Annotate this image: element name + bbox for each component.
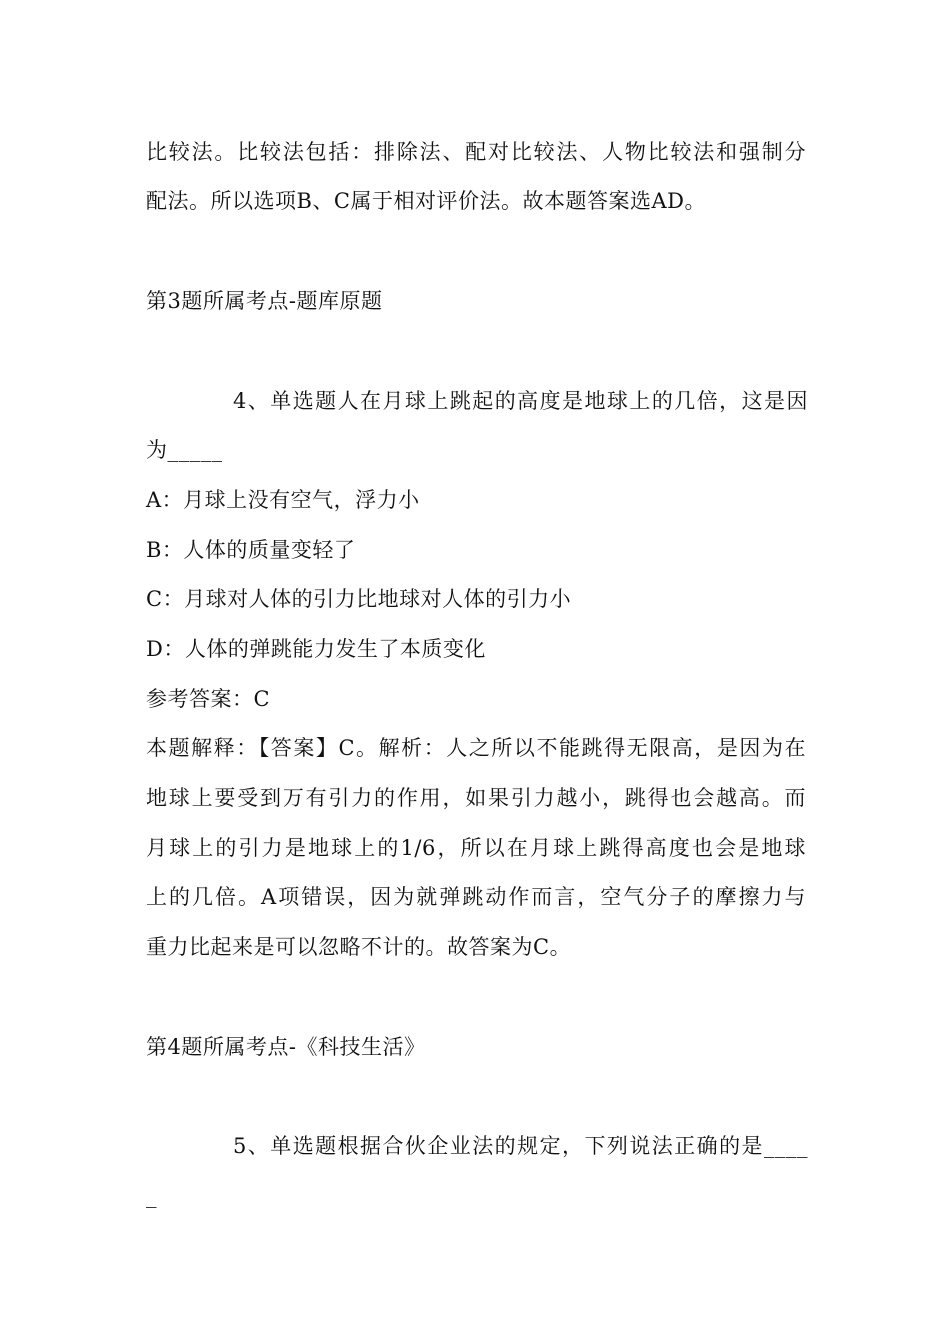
prev-explanation-line-1: 比较法。比较法包括：排除法、配对比较法、人物比较法和强制分 — [146, 140, 806, 164]
question-4-knowledge-point: 第4题所属考点-《科技生活》 — [146, 1035, 426, 1059]
question-4-explanation-line-1: 本题解释：【答案】C。解析：人之所以不能跳得无限高，是因为在 — [146, 736, 806, 760]
question-4-explanation-line-4: 上的几倍。A项错误，因为就弹跳动作而言，空气分子的摩擦力与 — [146, 885, 806, 909]
question-5-stem-line-1: 5、单选题根据合伙企业法的规定，下列说法正确的是____ — [233, 1134, 808, 1158]
question-4-option-a: A：月球上没有空气，浮力小 — [146, 488, 420, 512]
prev-explanation-line-2: 配法。所以选项B、C属于相对评价法。故本题答案选AD。 — [146, 189, 707, 213]
question-5-stem-line-2: _ — [146, 1184, 157, 1208]
question-4-option-d: D：人体的弹跳能力发生了本质变化 — [146, 637, 486, 661]
question-4-explanation-line-5: 重力比起来是可以忽略不计的。故答案为C。 — [146, 935, 572, 959]
question-4-option-c: C：月球对人体的引力比地球对人体的引力小 — [146, 587, 572, 611]
question-4-stem-line-2: 为_____ — [146, 438, 223, 462]
question-4-answer: 参考答案：C — [146, 687, 271, 711]
question-3-knowledge-point: 第3题所属考点-题库原题 — [146, 289, 383, 313]
question-4-explanation-line-3: 月球上的引力是地球上的1/6，所以在月球上跳得高度也会是地球 — [146, 836, 806, 860]
question-4-option-b: B：人体的质量变轻了 — [146, 538, 356, 562]
question-4-stem-line-1: 4、单选题人在月球上跳起的高度是地球上的几倍，这是因 — [233, 389, 808, 413]
question-4-explanation-line-2: 地球上要受到万有引力的作用，如果引力越小，跳得也会越高。而 — [146, 786, 806, 810]
